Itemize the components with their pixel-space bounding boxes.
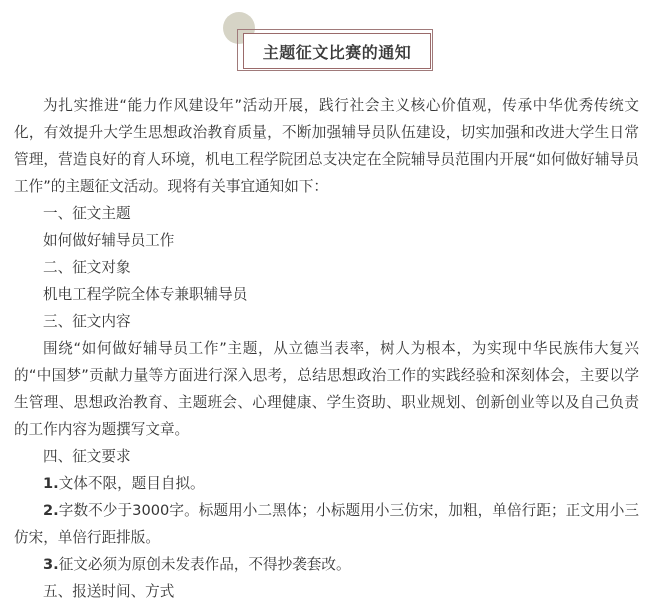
section-3-heading: 三、征文内容 xyxy=(43,313,131,330)
section-1-body: 如何做好辅导员工作 xyxy=(43,232,175,249)
page-title: 主题征文比赛的通知 xyxy=(262,42,412,62)
section-2-body: 机电工程学院全体专兼职辅导员 xyxy=(43,286,248,303)
title-frame xyxy=(243,33,431,69)
title-banner xyxy=(0,0,653,80)
requirement-item-2-number: 2. xyxy=(43,502,59,519)
intro-paragraph: 为扎实推进“能力作风建设年”活动开展，践行社会主义核心价值观，传承中华优秀传统文化，有效提升大学生思想政治教育质量，不断加强辅导员队伍建设，切实加强和改进大学生日常管理，营造良好的育人环境，机电工程学院团总支决定在全院辅导员范围内开展“如何做好辅导员工作”的主题征文活动。现将有关事宜通知如下： xyxy=(14,97,639,195)
section-5-heading: 五、报送时间、方式 xyxy=(43,583,175,600)
section-3-body: 围绕“如何做好辅导员工作”主题，从立德当表率，树人为根本，为实现中华民族伟大复兴的“中国梦”贡献力量等方面进行深入思考，总结思想政治工作的实践经验和深刻体会，主要以学生管理、思想政治教育、主题班会、心理健康、学生资助、职业规划、创新创业等以及自己负责的工作内容为题撰写文章。 xyxy=(14,340,639,438)
requirement-item-1-number: 1. xyxy=(43,475,59,492)
section-4-heading: 四、征文要求 xyxy=(43,448,131,465)
notice-body xyxy=(14,92,639,605)
section-2-heading: 二、征文对象 xyxy=(43,259,131,276)
requirement-item-2-text: 字数不少于3000字。标题用小二黑体；小标题用小三仿宋，加粗，单倍行距；正文用小三仿宋，单倍行距排版。 xyxy=(14,502,639,546)
requirement-item-1-text: 文体不限，题目自拟。 xyxy=(58,475,205,492)
requirement-item-3-number: 3. xyxy=(43,556,59,573)
requirement-item-3-text: 征文必须为原创未发表作品，不得抄袭套改。 xyxy=(58,556,351,573)
requirement-item-1 xyxy=(14,470,639,497)
section-1-heading: 一、征文主题 xyxy=(43,205,131,222)
requirement-item-2 xyxy=(14,497,639,551)
requirement-item-3 xyxy=(14,551,639,578)
